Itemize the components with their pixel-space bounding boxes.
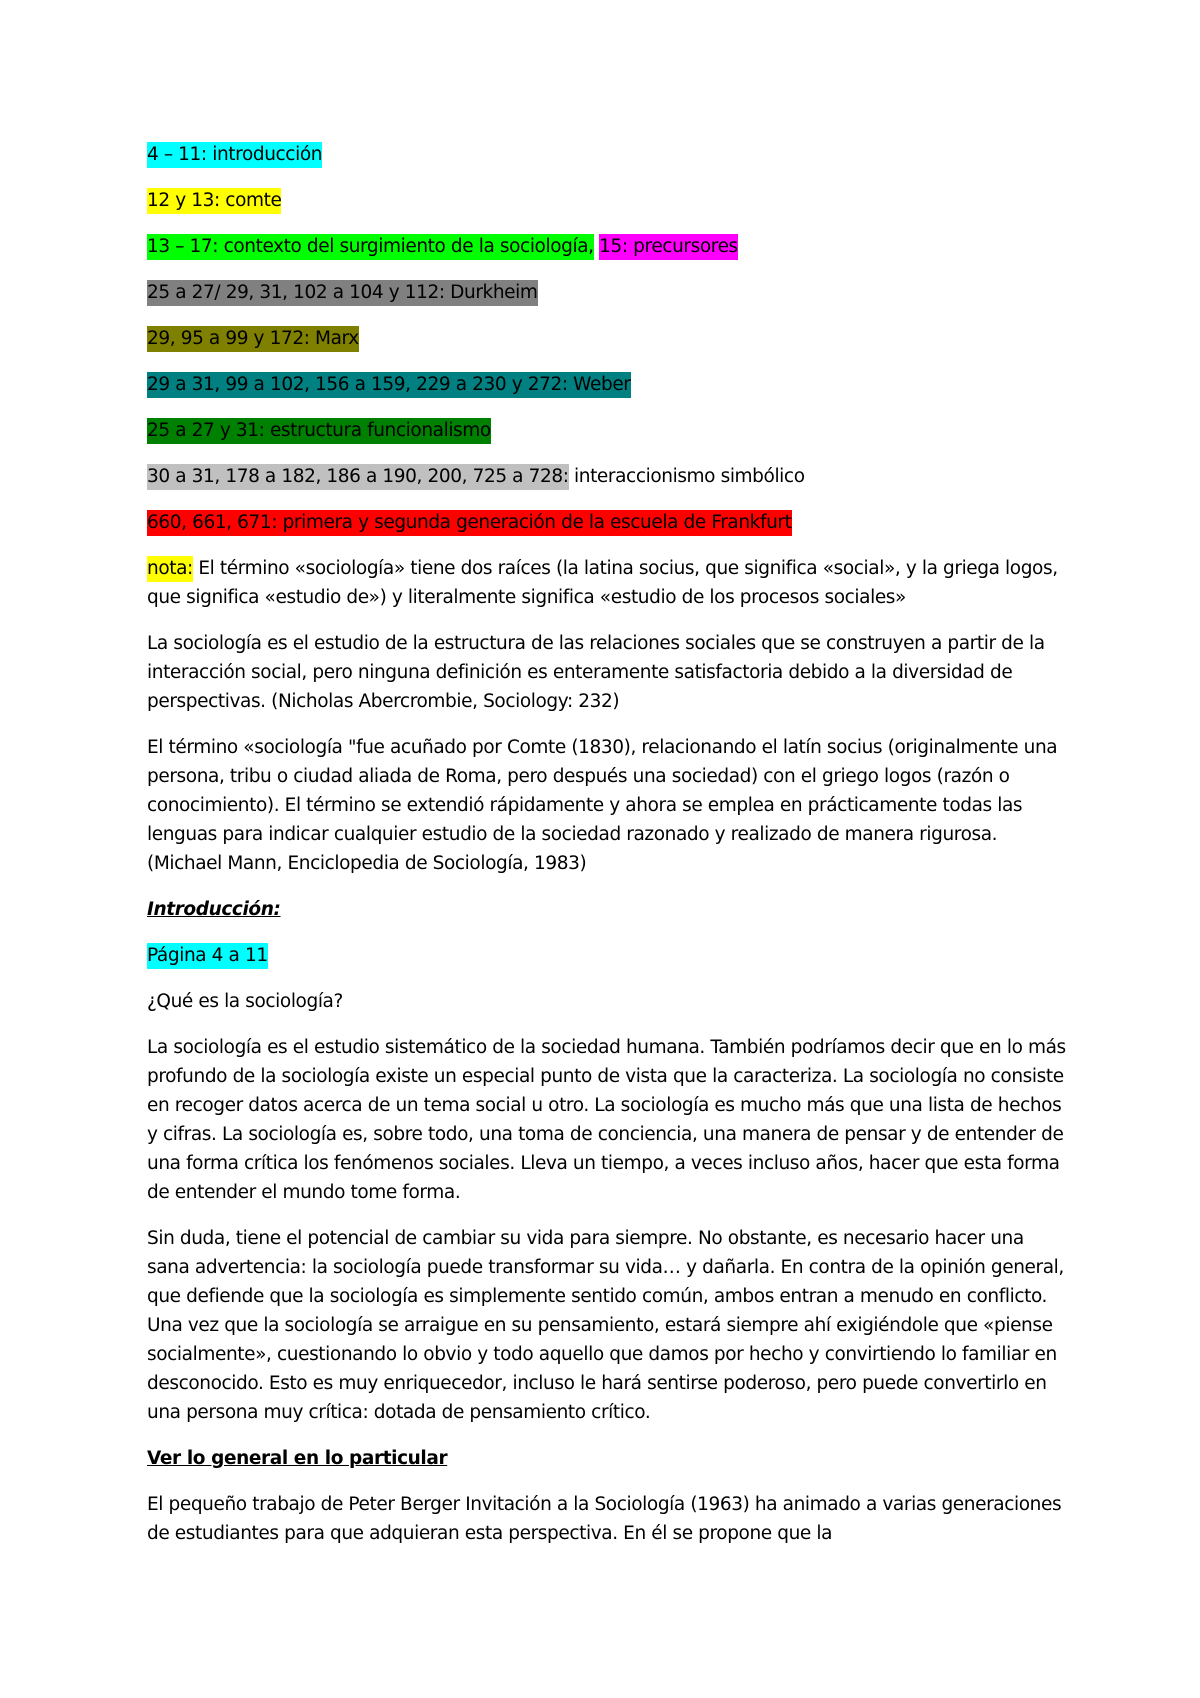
index-line <box>147 508 1067 537</box>
berger-paragraph: El pequeño trabajo de Peter Berger Invitación a la Sociología (1963) ha animado a varias generaciones de estudiantes para que adquieran esta perspectiva. En él se propone que la <box>147 1494 1062 1544</box>
note-text: El término «sociología» tiene dos raíces (la latina socius, que significa «social», y la griega logos, que significa «estudio de») y literalmente significa «estudio de los procesos sociales» <box>147 558 1058 608</box>
page-range-line <box>147 941 1067 970</box>
index-segment: 12 y 13: comte <box>147 188 281 214</box>
index-segment: 4 – 11: introducción <box>147 142 322 168</box>
abercrombie-paragraph: La sociología es el estudio de la estructura de las relaciones sociales que se construyen a partir de la interacción social, pero ninguna definición es enteramente satisfactoria debido a la diversidad de perspectivas. (Nicholas Abercrombie, Sociology: 232) <box>147 633 1045 712</box>
index-segment: 29 a 31, 99 a 102, 156 a 159, 229 a 230 y 272: Weber <box>147 372 631 398</box>
page-index-list <box>147 140 1067 537</box>
index-segment: 29, 95 a 99 y 172: Marx <box>147 326 359 352</box>
intro-heading: Introducción: <box>147 899 281 920</box>
index-segment: 13 – 17: contexto del surgimiento de la sociología, <box>147 234 594 260</box>
index-segment: 25 a 27/ 29, 31, 102 a 104 y 112: Durkheim <box>147 280 538 306</box>
que-es-paragraph: La sociología es el estudio sistemático de la sociedad humana. También podríamos decir que en lo más profundo de la sociología existe un especial punto de vista que la caracteriza. La sociología no consiste en recoger datos acerca de un tema social u otro. La sociología es mucho más que una lista de hechos y cifras. La sociología es, sobre todo, una toma de conciencia, una manera de pensar y de entender de una forma crítica los fenómenos sociales. Lleva un tiempo, a veces incluso años, hacer que esta forma de entender el mundo tome forma. <box>147 1037 1066 1203</box>
index-line <box>147 140 1067 169</box>
index-line <box>147 462 1067 491</box>
intro-heading-line <box>147 895 1067 924</box>
section-heading: Ver lo general en lo particular <box>147 1448 448 1469</box>
sin-duda-paragraph: Sin duda, tiene el potencial de cambiar su vida para siempre. No obstante, es necesario hacer una sana advertencia: la sociología puede transformar su vida… y dañarla. En contra de la opinión general, que defiende que la sociología es simplemente sentido común, ambos entran a menudo en conflicto. Una vez que la sociología se arraigue en su pensamiento, estará siempre ahí exigiéndole que «piense socialmente», cuestionando lo obvio y todo aquello que damos por hecho y convirtiendo lo familiar en desconocido. Esto es muy enriquecedor, incluso le hará sentirse poderoso, pero puede convertirlo en una persona muy crítica: dotada de pensamiento crítico. <box>147 1228 1064 1423</box>
question-heading: ¿Qué es la sociología? <box>147 991 343 1012</box>
document-page <box>147 140 1067 1565</box>
index-segment: interaccionismo simbólico <box>568 466 805 487</box>
mann-paragraph: El término «sociología "fue acuñado por Comte (1830), relacionando el latín socius (originalmente una persona, tribu o ciudad aliada de Roma, pero después una sociedad) con el griego logos (razón o conocimiento). El término se extendió rápidamente y ahora se emplea en prácticamente todas las lenguas para indicar cualquier estudio de la sociedad razonado y realizado de manera rigurosa. (Michael Mann, Enciclopedia de Sociología, 1983) <box>147 737 1058 874</box>
index-line <box>147 186 1067 215</box>
index-line <box>147 416 1067 445</box>
section-heading-line <box>147 1444 1067 1473</box>
note-paragraph <box>147 554 1067 612</box>
page-range: Página 4 a 11 <box>147 943 268 969</box>
index-line <box>147 370 1067 399</box>
index-segment: 660, 661, 671: primera y segunda generación de la escuela de Frankfurt <box>147 510 792 536</box>
index-line <box>147 232 1067 261</box>
index-segment: 15: precursores <box>599 234 738 260</box>
index-line <box>147 278 1067 307</box>
index-segment: 30 a 31, 178 a 182, 186 a 190, 200, 725 a 728: <box>147 464 569 490</box>
index-segment: 25 a 27 y 31: estructura funcionalismo <box>147 418 491 444</box>
index-line <box>147 324 1067 353</box>
note-label: nota: <box>147 556 193 582</box>
